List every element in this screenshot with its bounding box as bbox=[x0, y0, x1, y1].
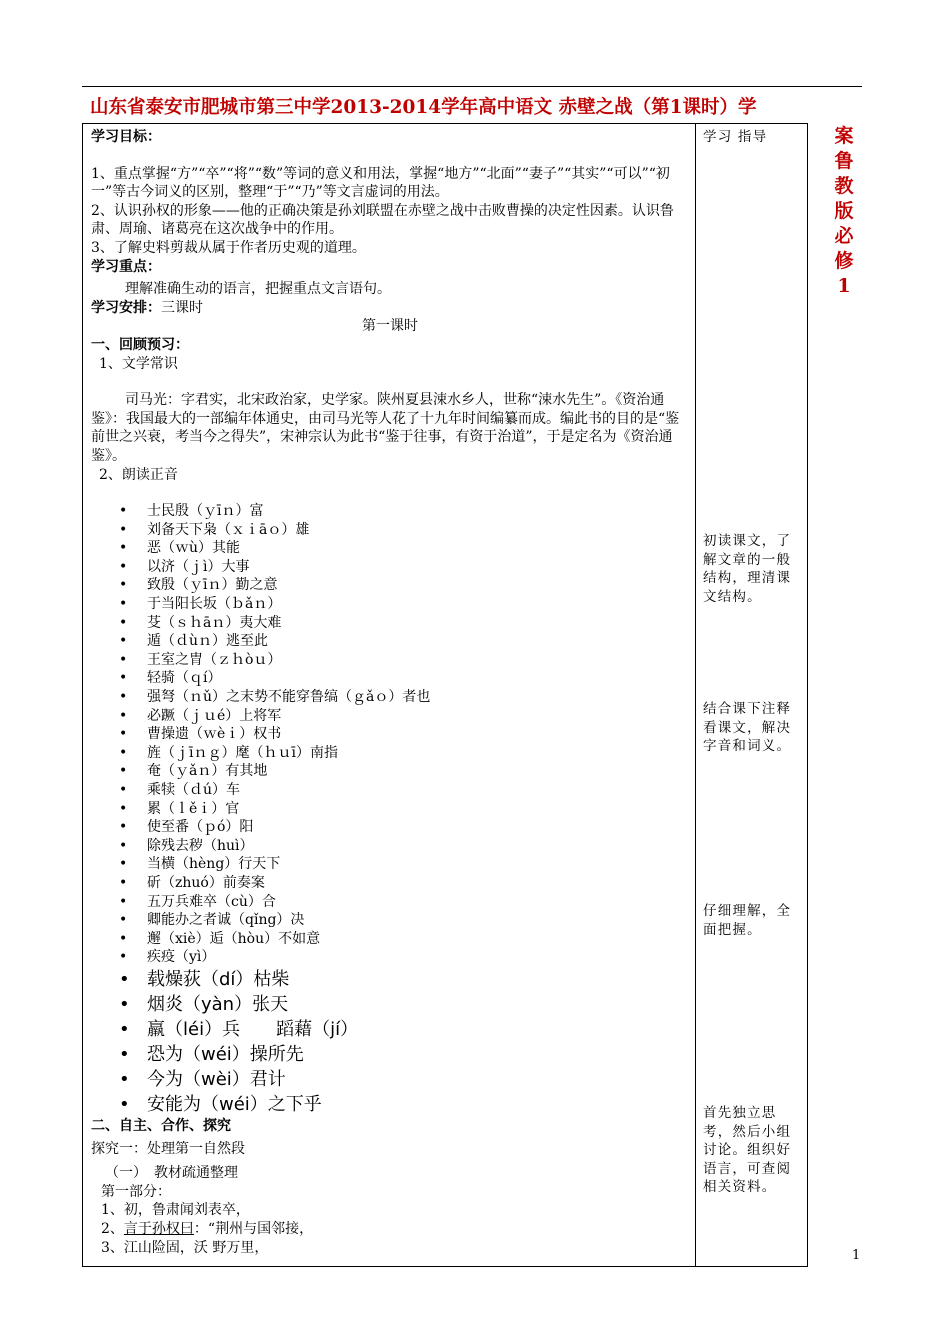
list-item: • 旌（ｊīｎｇ）麾（ｈｕī）南指 bbox=[119, 744, 689, 763]
lit-heading: 1、文学常识 bbox=[99, 355, 178, 372]
list-item: • 王室之胄（ｚｈòｕ） bbox=[119, 651, 689, 670]
goals-heading: 学习目标： bbox=[91, 129, 161, 145]
document-title: 山东省泰安市肥城市第三中学2013-2014学年高中语文 赤壁之战（第1课时）学 bbox=[90, 97, 757, 118]
arrange-text: 三课时 bbox=[161, 299, 203, 316]
list-item: • 烟炎（yàn）张天 bbox=[119, 992, 689, 1017]
title-char: 案 bbox=[834, 125, 854, 147]
list-item: • 致殷（ｙīｎ）勤之意 bbox=[119, 576, 689, 595]
sort-heading: （一） 教材疏通整理 bbox=[105, 1165, 238, 1182]
list-item: • 今为（wèi）君计 bbox=[119, 1067, 689, 1092]
title-char: 必 bbox=[834, 225, 854, 247]
list-item: • 除残去秽（huì） bbox=[119, 837, 689, 856]
lesson-title: 第一课时 bbox=[362, 318, 418, 335]
lit-text: 司马光：字君实，北宋政治家，史学家。陕州夏县涑水乡人，世称“涑水先生”。《资治通鉴》：我国最大的一部编年体通史，由司马光等人花了十九年时间编纂而成。编此书的目的是“鉴前世之兴衰，考当今之得失”，宋神宗认为此书“鉴于往事，有资于治道”，于是定名为《资治通鉴》。 bbox=[91, 392, 680, 464]
goal-3: 3、了解史料剪裁从属于作者历史观的道理。 bbox=[91, 239, 366, 256]
title-char: 1 bbox=[837, 275, 851, 297]
side-note-4: 首先独立思考，然后小组讨论。组织好语言，可查阅相关资料。 bbox=[703, 1105, 792, 1196]
top-rule bbox=[82, 86, 862, 87]
list-item: • 乘犊（ｄú）车 bbox=[119, 781, 689, 800]
list-item: • 轻骑（ｑí） bbox=[119, 669, 689, 688]
list-item: • 羸（léi）兵 蹈藉（jí） bbox=[119, 1017, 689, 1042]
lesson-table bbox=[82, 123, 808, 1267]
list-item: • 卿能办之者诚（qǐng）决 bbox=[119, 911, 689, 930]
list-item: • 恶（ｗù）其能 bbox=[119, 539, 689, 558]
list-item: • 士民殷（ｙīｎ）富 bbox=[119, 502, 689, 521]
focus-heading: 学习重点： bbox=[91, 258, 161, 275]
text-line-2-rest: ：“荆州与国邻接， bbox=[193, 1220, 314, 1237]
arrange-heading: 学习安排： bbox=[91, 299, 161, 316]
pinyin-list-large bbox=[91, 967, 689, 1117]
goal-2: 2、认识孙权的形象——他的正确决策是孙刘联盟在赤壁之战中击败曹操的决定性因素。认识鲁肃、周瑜、诸葛亮在这次战争中的作用。 bbox=[91, 202, 674, 238]
list-item: • 累（ｌěｉ）官 bbox=[119, 800, 689, 819]
part-1: 第一部分： bbox=[101, 1183, 171, 1200]
review-heading: 一、回顾预习： bbox=[91, 336, 189, 353]
side-note-1: 初读课文，了解文章的一般结构，理清课文结构。 bbox=[703, 533, 792, 605]
title-char: 版 bbox=[834, 200, 854, 222]
list-item: • 芟（ｓｈāｎ）夷大难 bbox=[119, 614, 689, 633]
title-char: 教 bbox=[834, 175, 854, 197]
title-continuation bbox=[830, 124, 858, 299]
list-item: • 曹操遗（ｗèｉ）权书 bbox=[119, 725, 689, 744]
title-char: 修 bbox=[834, 250, 854, 272]
text-line-1: 1、初，鲁肃闻刘表卒， bbox=[101, 1202, 250, 1219]
list-item: • 必蹶（ｊｕé）上将军 bbox=[119, 707, 689, 726]
side-header: 学习 指导 bbox=[703, 129, 768, 145]
side-note-2: 结合课下注释看课文，解决字音和词义。 bbox=[703, 701, 792, 755]
list-item: • 于当阳长坂（ｂǎｎ） bbox=[119, 595, 689, 614]
main-column bbox=[91, 128, 689, 1257]
list-item: • 安能为（wéi）之下乎 bbox=[119, 1092, 689, 1117]
text-line-2-prefix: 2、 bbox=[101, 1220, 124, 1237]
list-item: • 以济（ｊì）大事 bbox=[119, 558, 689, 577]
column-divider bbox=[695, 124, 696, 1266]
pinyin-list bbox=[91, 502, 689, 967]
list-item: • 载燥荻（dí）枯柴 bbox=[119, 967, 689, 992]
explore-heading: 二、自主、合作、探究 bbox=[91, 1117, 231, 1134]
list-item: • 刘备天下枭（ｘｉāｏ）雄 bbox=[119, 521, 689, 540]
list-item: • 强弩（ｎǔ）之末势不能穿鲁缟（ｇǎｏ）者也 bbox=[119, 688, 689, 707]
list-item: • 疾疫（yì） bbox=[119, 948, 689, 967]
text-line-2-underlined: 言于孙权曰 bbox=[123, 1220, 194, 1237]
list-item: • 邂（xiè）逅（hòu）不如意 bbox=[119, 930, 689, 949]
list-item: • 使至番（ｐó）阳 bbox=[119, 818, 689, 837]
text-line-3: 3、江山险固，沃 野万里， bbox=[101, 1239, 269, 1256]
list-item: • 五万兵难卒（cù）合 bbox=[119, 893, 689, 912]
side-note-3: 仔细理解，全面把握。 bbox=[703, 903, 792, 938]
title-char: 鲁 bbox=[834, 150, 854, 172]
list-item: • 当横（hèng）行天下 bbox=[119, 855, 689, 874]
read-heading: 2、朗读正音 bbox=[99, 466, 178, 483]
page-number: 1 bbox=[852, 1248, 861, 1263]
explore-1: 探究一：处理第一自然段 bbox=[91, 1140, 245, 1157]
list-item: • 奄（ｙǎｎ）有其地 bbox=[119, 762, 689, 781]
list-item: • 恐为（wéi）操所先 bbox=[119, 1042, 689, 1067]
list-item: • 斫（zhuó）前奏案 bbox=[119, 874, 689, 893]
goal-1: 1、重点掌握“方”“卒”“将”“数”等词的意义和用法，掌握“地方”“北面”“妻子”“其实”“可以”“初一”等古今词义的区别，整理“于”“乃”等文言虚词的用法。 bbox=[91, 165, 670, 201]
focus-text: 理解准确生动的语言，把握重点文言语句。 bbox=[125, 281, 391, 298]
list-item: • 遁（ｄùｎ）逃至此 bbox=[119, 632, 689, 651]
